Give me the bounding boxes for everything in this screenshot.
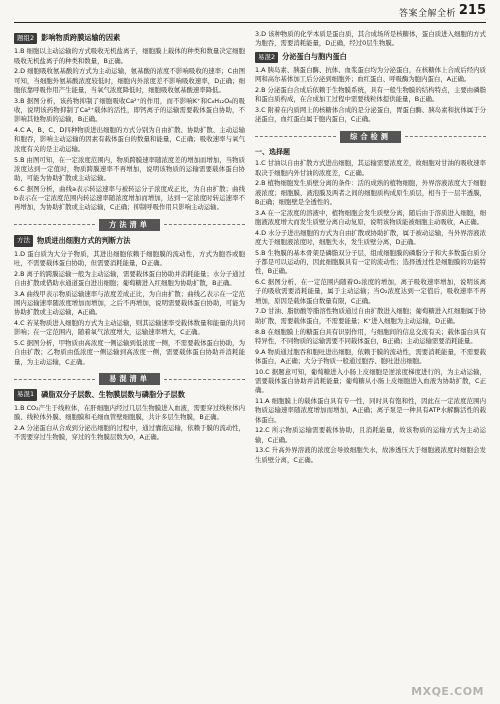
banner-label: 综合检测 [340,131,401,143]
answer-item: 5.B 由图可知，在一定浓度范围内，物质跨膜速率随浓度差的增加而增加，当物质浓度达到一定值时，物质跨膜速率不再增加，说明该物质的运输需要载体蛋白协助，可能为协助扩散或主动运输。 [14,155,245,183]
right-column [255,30,486,688]
banner-line [14,379,95,380]
answer-item: 3.B 据图分析，该药物抑制了细胞吸收Ca²⁺的作用，而不影响K⁺和C₆H₁₂O₆的吸收，说明该药物抑制了Ca²⁺载体的活性，即钙离子的运输需要载体蛋白协助，不影响其他物质的运输，B正确。 [14,96,245,124]
banner-line [164,224,245,225]
answer-item: 4.C A、B、C、D四种物质进出细胞的方式分别为自由扩散、协助扩散、主动运输和胞吞，影响主动运输的因素有载体蛋白的数量和能量，C正确；吸收速率与氧气浓度有关的是主动运输。 [14,126,245,153]
banner-method [14,219,245,231]
page-number: 215 [458,3,486,18]
answer-item: 3.A 曲线甲表示物质运输速率与浓度差成正比，为自由扩散；曲线乙表示在一定范围内运输速率随浓度增加而增加，之后不再增加，说明需要载体蛋白协助，可能为协助扩散或主动运输，A正确。 [14,289,245,317]
block-heading [14,33,245,44]
page-header [0,0,500,24]
section-title: 磷脂双分子层数、生物膜层数与磷脂分子层数 [41,389,185,399]
answer-item: 1.C 甘油以自由扩散方式进出细胞，其运输需要浓度差，故细胞对甘油的吸收速率取决于细胞内外甘油的浓度差，C正确。 [255,159,486,177]
answer-item: 1.A 胰岛素、胰蛋白酶、抗体、血浆蛋白均为分泌蛋白，在核糖体上合成后经内质网和高尔基体加工后分泌到细胞外；血红蛋白、呼吸酶为胞内蛋白，A正确。 [255,65,486,84]
answer-item: 3.D 该种物质的化学本质是蛋白质，其合成场所是核糖体，蛋白质进入细胞的方式为胞吞，需要消耗能量，D正确，经过0层生物膜。 [255,30,486,48]
answer-item: 2.D 细胞吸收氨基酸的方式为主动运输，氨基酸的浓度不影响吸收的速率；C由图可知，当细胞外氨基酸浓度较低时，细胞内外浓度差不影响吸收速率，D正确；细胞依靠呼吸作用产生能量，当氧气浓度降低时，细胞吸收氨基酸速率降低。 [14,67,245,95]
section-title: 分泌蛋白与胞内蛋白 [282,52,347,62]
banner-line [164,379,245,380]
answer-item: 3.C 附着在内质网上的核糖体合成的是分泌蛋白，胃蛋白酶、胰岛素和抗体属于分泌蛋白，血红蛋白属于胞内蛋白，C正确。 [255,106,486,124]
answer-item: 11.A 细胞膜上的载体蛋白具有专一性，同时具有饱和性，因此在一定浓度范围内物质运输速率随浓度增加而增加，A正确；离子泵是一种具有ATP水解酶活性的载体蛋白。 [255,397,486,424]
answer-item: 10.C 据题意可知，葡萄糖进入小肠上皮细胞是逆浓度梯度进行的，为主动运输，需要载体蛋白协助并消耗能量；葡萄糖从小肠上皮细胞进入血液为协助扩散，C正确。 [255,367,486,395]
section-title: 影响物质跨膜运输的因素 [41,33,121,43]
block-heading [14,389,245,400]
answer-item: 4.D 水分子进出细胞的方式为自由扩散或协助扩散，属于被动运输，当外界溶液浓度大于细胞液浓度时，细胞失水，发生质壁分离，D正确。 [255,228,486,246]
answer-item: 1.B 细胞以主动运输的方式吸收无机盐离子，细胞膜上载体的种类和数量决定细胞吸收无机盐离子的种类和数量，B正确。 [14,47,245,65]
answer-item: 5.B 生物膜的基本骨架是磷脂双分子层，组成细胞膜的磷脂分子和大多数蛋白质分子都是可以运动的，因此细胞膜具有一定的流动性；选择透过性是细胞膜的功能特性，B正确。 [255,248,486,276]
section-tag: 易混2 [255,52,278,63]
block-heading [255,52,486,63]
header-title: 答案全解全析 [398,9,456,19]
content-columns [14,30,486,688]
answer-item: 3.A 在一定浓度的溶液中，植物细胞会发生质壁分离，随后由于溶质进入细胞，细胞液浓度增大而发生质壁分离自动复原，说明该物质能被细胞主动吸收，A正确。 [255,208,486,226]
answer-item: 2.B 植物细胞发生质壁分离的条件：活的成熟的植物细胞，外界溶液浓度大于细胞液浓度；细胞膜、液泡膜及两者之间的细胞质构成原生质层，相当于一层半透膜，B正确；细胞壁是全透性的。 [255,179,486,206]
answer-item: 9.A 物质通过胞吞和胞吐进出细胞，依赖于膜的流动性，需要消耗能量，不需要载体蛋白，A正确；大分子物质一般通过胞吞、胞吐进出细胞。 [255,347,486,365]
section-tag: 题组2 [14,33,37,44]
subsection-title: 一、选择题 [255,148,290,157]
block-heading [14,235,245,246]
watermark: MXQE.COM [411,685,484,698]
banner-label: 易混清单 [99,373,160,385]
answer-item: 4.C 若某物质进入细胞的方式为主动运输，则其运输速率受载体数量和能量的共同影响；在一定范围内，随着氧气浓度增大，运输速率增大，C正确。 [14,319,245,337]
banner-line [14,224,95,225]
answer-item: 2.B 离子的跨膜运输一般为主动运输，需要载体蛋白协助并消耗能量；水分子通过自由扩散或借助水通道蛋白进出细胞；葡萄糖进入红细胞为协助扩散，B正确。 [14,269,245,287]
banner-label: 方法清单 [99,219,160,231]
answer-item: 5.C 据图分析，甲物质由高浓度一侧运输到低浓度一侧，不需要载体蛋白协助，为自由扩散；乙物质由低浓度一侧运输到高浓度一侧，需要载体蛋白协助并消耗能量，为主动运输，C正确。 [14,339,245,366]
answer-item: 6.C 据图分析，曲线a表示转运速率与被转运分子浓度成正比，为自由扩散；曲线b表示在一定浓度范围内转运速率随浓度增加而增加，达到一定浓度时转运速率不再增加，为协助扩散或主动运输，C正确；抑制呼吸作用只影响主动运输。 [14,184,245,212]
section-tag: 易混1 [14,389,37,400]
banner-comprehensive [255,131,486,143]
answer-item: 7.D 甘油、脂肪酸等脂溶性物质通过自由扩散进入细胞；葡萄糖进入红细胞属于协助扩散，需要载体蛋白，不需要能量；K⁺进入细胞为主动运输，D正确。 [255,307,486,325]
banner-line [255,136,336,137]
banner-confusion [14,373,245,385]
answer-item: 2.B 分泌蛋白合成后依赖于生物膜系统，具有一般生物膜的结构特点，主要由磷脂和蛋白质构成，在合成加工过程中需要线粒体提供能量，B正确。 [255,86,486,104]
answer-item: 6.C 据图分析，在一定范围内随着O₂浓度的增加，离子吸收速率增加，说明该离子的吸收需要消耗能量，属于主动运输；当O₂浓度达到一定值后，吸收速率不再增加，原因是载体蛋白数量有限，C正确。 [255,278,486,305]
left-column [14,30,245,688]
answer-item: 13.C 升高外界溶液的浓度会导致细胞失水，故渗透压大于细胞液浓度时细胞会发生质壁分离，C正确。 [255,446,486,464]
banner-line [405,136,486,137]
header-rule [14,22,486,23]
section-title: 物质进出细胞方式的判断方法 [37,235,131,245]
answer-item: 8.B 在细胞膜上的糖蛋白具有识别作用，与细胞间的信息交流有关；载体蛋白具有特异性，不同物质的运输需要不同载体蛋白，B正确；主动运输需要消耗能量。 [255,327,486,345]
section-tag: 方法 [14,235,33,246]
answer-item: 1.D 蛋白质为大分子物质，其进出细胞依赖于细胞膜的流动性，方式为胞吞或胞吐，不需要载体蛋白协助，但需要消耗能量，D正确。 [14,249,245,267]
answer-item: 12.C 所示物质运输需要载体协助，且消耗能量，故该物质的运输方式为主动运输，C正确。 [255,426,486,444]
answer-item: 1.B CO₂产生于线粒体，在肝细胞内经过几层生物膜进入血液，需要穿过线粒体内膜、线粒体外膜、细胞膜和毛细血管壁细胞膜，共计多层生物膜，B正确。 [14,403,245,422]
answer-item: 2.A 分泌蛋白从合成到分泌出细胞的过程中，通过囊泡运输，依赖于膜的流动性，不需要穿过生物膜，穿过的生物膜层数为0，A正确。 [14,423,245,442]
